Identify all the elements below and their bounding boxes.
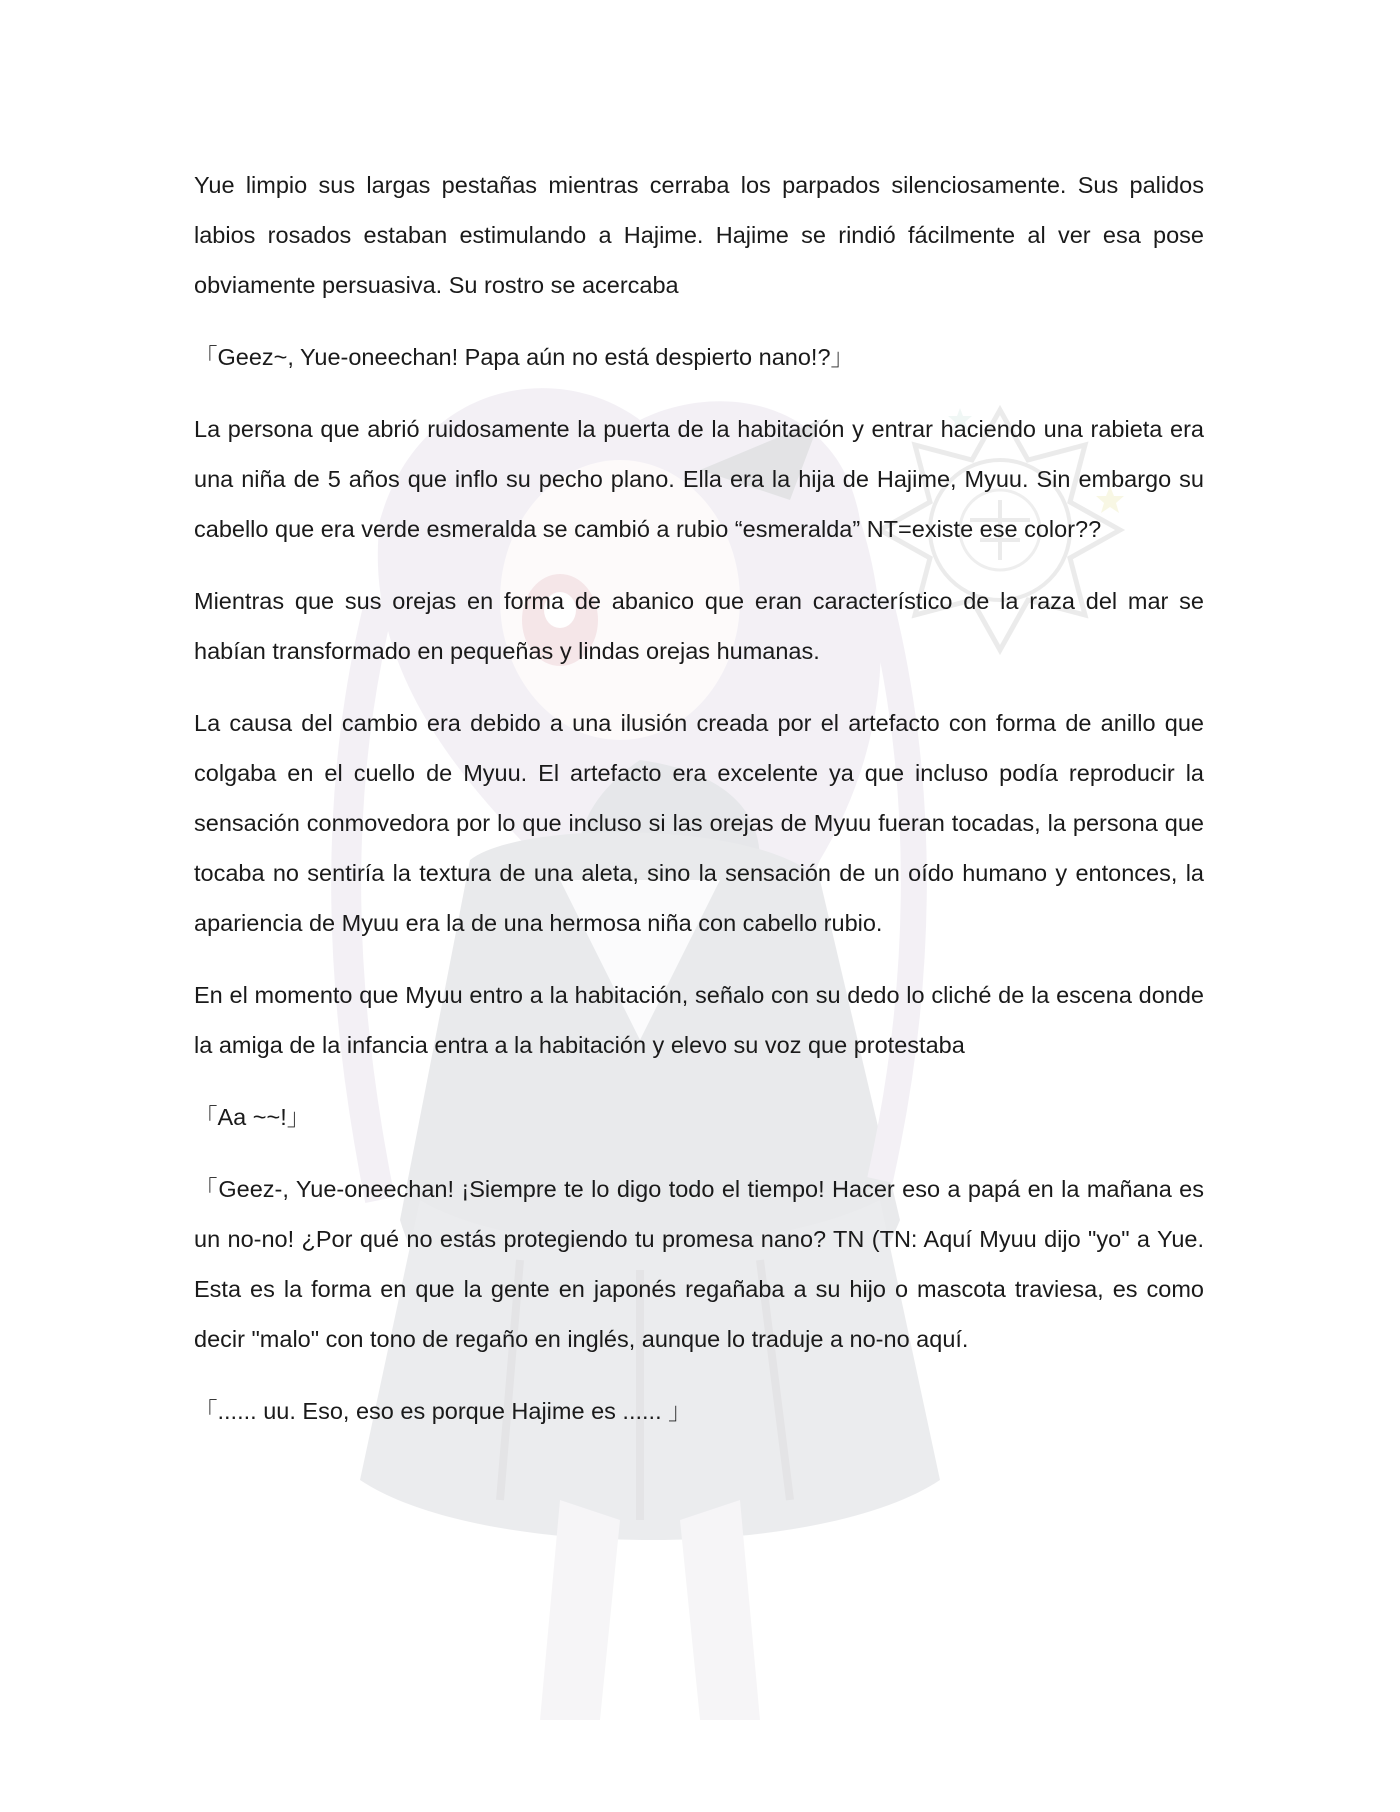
dialogue-2: 「Aa ~~!」 [194, 1104, 311, 1130]
paragraph-2: La persona que abrió ruidosamente la puerta de la habitación y entrar haciendo una rabieta era una niña de 5 años que inflo su pecho plano. Ella era la hija de Hajime, Myuu. Sin embargo su cabello que era verde esmeralda se cambió a rubio “esmeralda” NT=existe ese color?? [194, 416, 1204, 542]
paragraph-1: Yue limpio sus largas pestañas mientras cerraba los parpados silenciosamente. Sus palidos labios rosados estaban estimulando a Hajime. Hajime se rindió fácilmente al ver esa pose obviamente persuasiva. Su rostro se acercaba [194, 172, 1204, 298]
dialogue-4: 「...... uu. Eso, eso es porque Hajime es ...... 」 [194, 1398, 692, 1424]
dialogue-3: 「Geez-, Yue-oneechan! ¡Siempre te lo digo todo el tiempo! Hacer eso a papá en la mañana es un no-no! ¿Por qué no estás protegiendo tu promesa nano? TN (TN: Aquí Myuu dijo "yo" a Yue. Esta es la forma en que la gente en japonés regañaba a su hijo o mascota traviesa, es como decir "malo" con tono de regaño en inglés, aunque lo traduje a no-no aquí. [194, 1176, 1204, 1352]
document-body [194, 160, 1204, 1458]
paragraph-4: La causa del cambio era debido a una ilusión creada por el artefacto con forma de anillo que colgaba en el cuello de Myuu. El artefacto era excelente ya que incluso podía reproducir la sensación conmovedora por lo que incluso si las orejas de Myuu fueran tocadas, la persona que tocaba no sentiría la textura de una aleta, sino la sensación de un oído humano y entonces, la apariencia de Myuu era la de una hermosa niña con cabello rubio. [194, 710, 1204, 936]
paragraph-3: Mientras que sus orejas en forma de abanico que eran característico de la raza del mar se habían transformado en pequeñas y lindas orejas humanas. [194, 588, 1204, 664]
dialogue-1: 「Geez~, Yue-oneechan! Papa aún no está despierto nano!?」 [194, 344, 855, 370]
paragraph-5: En el momento que Myuu entro a la habitación, señalo con su dedo lo cliché de la escena donde la amiga de la infancia entra a la habitación y elevo su voz que protestaba [194, 982, 1204, 1058]
